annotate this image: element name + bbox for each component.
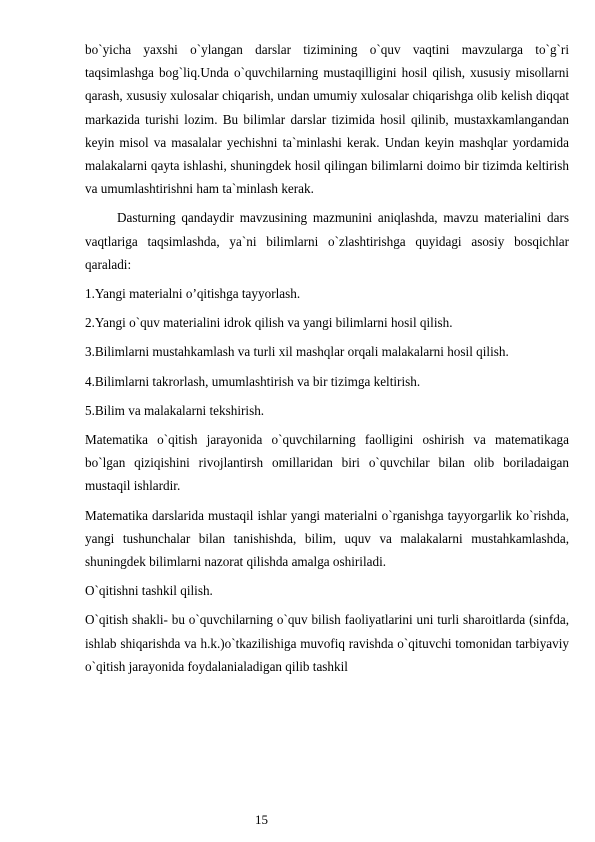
list-item-3: 3.Bilimlarni mustahkamlash va turli xil mashqlar orqali malakalarni hosil qilish. bbox=[85, 344, 509, 360]
body-paragraph-3: Matematika o`qitish jarayonida o`quvchilarning faolligini oshirish va matematikaga bo`lgan qiziqishini rivojlantirsh omillaridan biri o`quvchilar bilan olib boriladaigan mustaqil ishlardir. bbox=[85, 432, 569, 494]
list-item-4: 4.Bilimlarni takrorlash, umumlashtirish va bir tizimga keltirish. bbox=[85, 373, 421, 389]
page-number: 15 bbox=[255, 812, 268, 827]
list-item-2: 2.Yangi o`quv materialini idrok qilish va yangi bilimlarni hosil qilish. bbox=[85, 315, 453, 331]
list-item-5: 5.Bilim va malakalarni tekshirish. bbox=[85, 402, 265, 418]
body-paragraph-5: O`qitish shakli- bu o`quvchilarning o`quv bilish faoliyatlarini uni turli sharoitlarda (sinfda, ishlab shiqarishda va h.k.)o`tkazilishiga muvofiq ravishda o`qituvchi tomonidan tarbiyaviy o`qitish jarayonida foydalanialadigan qilib tashkil bbox=[85, 612, 569, 674]
body-paragraph-1: bo`yicha yaxshi o`ylangan darslar tizimining o`quv vaqtini mavzularga to`g`ri taqsimlashga bog`liq.Unda o`quvchilarning mustaqilligini hosil qilish, xususiy misollarni qarash, xususiy xulosalar chiqarish, undan umumiy xulosalar chiqarishga olib kelish diqqat markazida turishi lozim. Bu bilimlar darslar tizimida hosil qilinib, mustaxkamlangandan keyin misol va masalalar yechishni ta`minlashi kerak. Undan keyin mashqlar yordamida malakalarni qayta ishlashi, shuningdek hosil qilingan bilimlarni doimo bir tizimda keltirish va umumlashtirishni ham ta`minlash kerak. bbox=[85, 42, 569, 197]
body-paragraph-2: Dasturning qandaydir mavzusining mazmunini aniqlashda, mavzu materialini dars vaqtlariga taqsimlashda, ya`ni bilimlarni o`zlashtirishga quyidagi asosiy bosqichlar qaraladi: bbox=[85, 210, 569, 272]
section-heading: O`qitishni tashkil qilish. bbox=[85, 583, 213, 599]
document-page bbox=[85, 38, 569, 684]
body-paragraph-4: Matematika darslarida mustaqil ishlar yangi materialni o`rganishga tayyorgarlik ko`rishda, yangi tushunchalar bilan tanishishda, bilim, uquv va malakalarni mustahkamlashda, shuningdek bilimlarni nazorat qilishda amalga oshiriladi. bbox=[85, 507, 569, 570]
list-item-1: 1.Yangi materialni o’qitishga tayyorlash. bbox=[85, 286, 301, 302]
